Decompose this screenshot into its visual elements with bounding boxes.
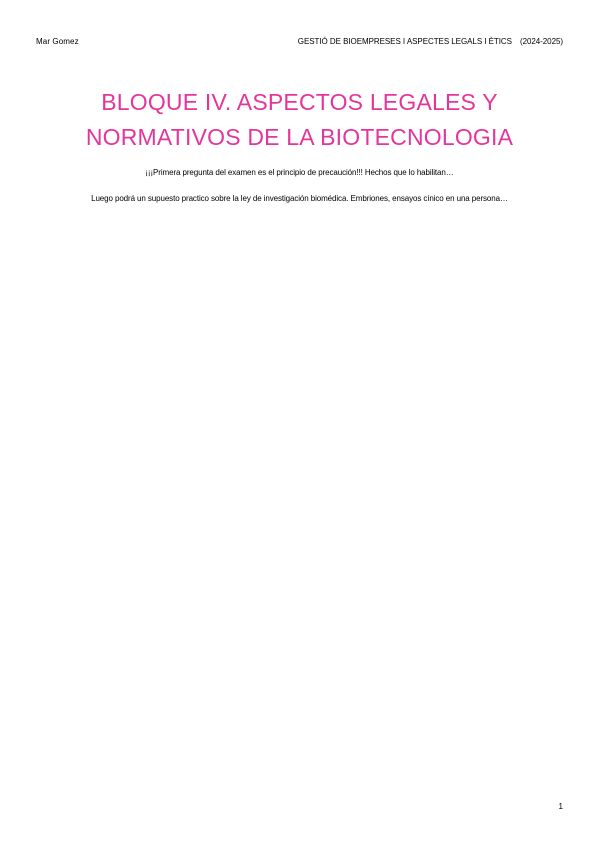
header-course-title: GESTIÓ DE BIOEMPRESES I ASPECTES LEGALS I ÈTICS <box>297 37 512 46</box>
section-title-line-2: NORMATIVOS DE LA BIOTECNOLOGIA <box>85 124 514 150</box>
header-author: Mar Gomez <box>36 37 79 46</box>
header-course <box>298 37 563 46</box>
page-number: 1 <box>558 802 563 811</box>
header-course-years: (2024-2025) <box>519 37 563 46</box>
second-paragraph: Luego podrá un supuesto practico sobre la ley de investigación biomédica. Embriones, ensayos cínico en una persona… <box>91 194 508 203</box>
section-title-line-1: BLOQUE IV. ASPECTOS LEGALES Y <box>101 89 498 115</box>
intro-paragraph: ¡¡¡Primera pregunta del examen es el principio de precaución!!! Hechos que lo habilitan… <box>145 168 454 177</box>
